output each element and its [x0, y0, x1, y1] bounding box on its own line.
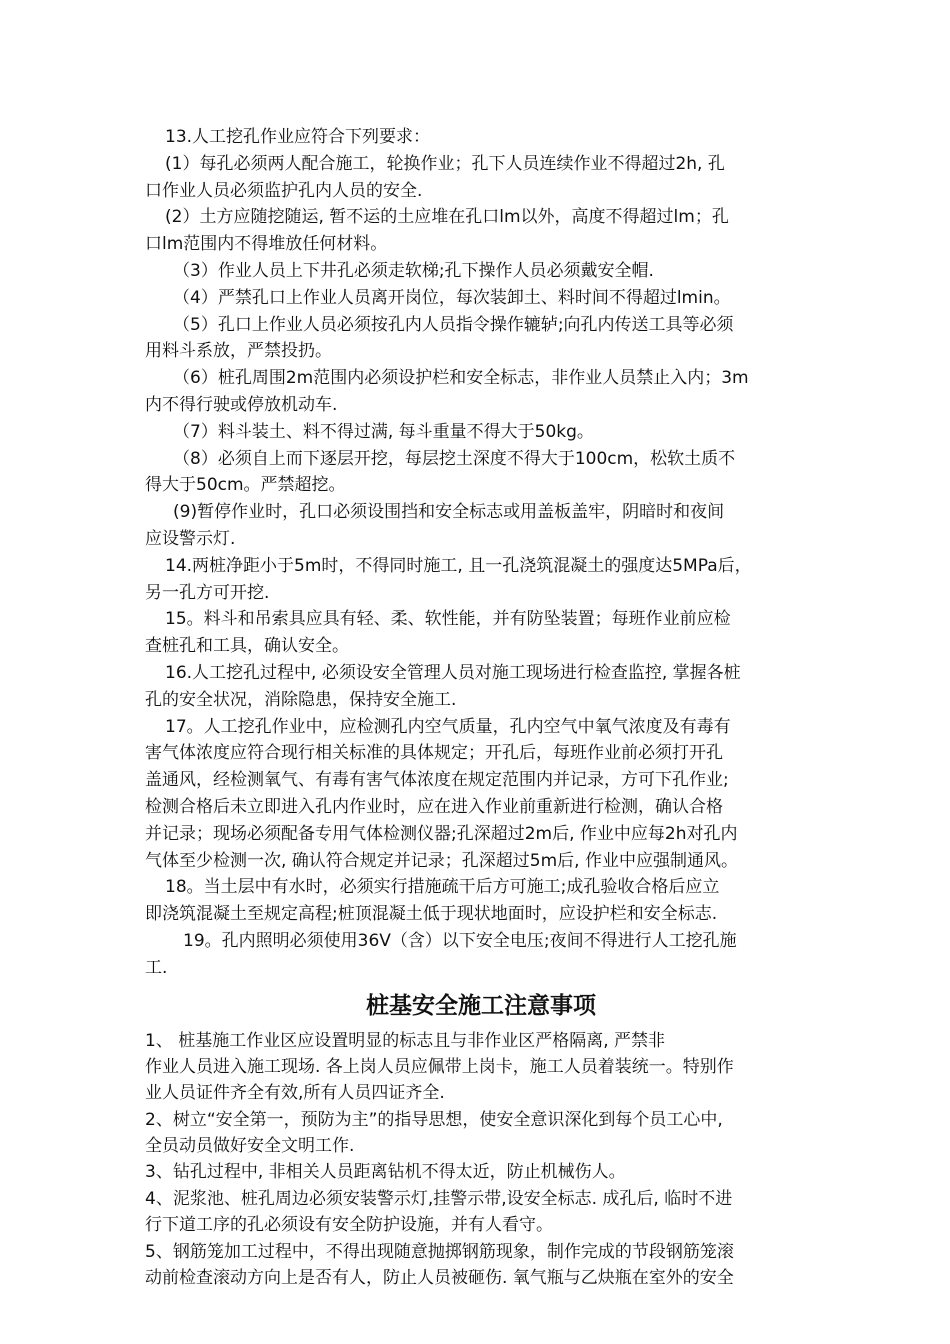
text-line: 用料斗系放，严禁投扔。	[145, 341, 332, 362]
text-line: （7）料斗装土、料不得过满, 每斗重量不得大于50kg。	[173, 421, 594, 442]
text-line: 工.	[145, 957, 168, 978]
text-line: 5、钢筋笼加工过程中，不得出现随意抛掷钢筋现象，制作完成的节段钢筋笼滚	[145, 1241, 734, 1262]
text-line: 内不得行驶或停放机动车.	[145, 394, 338, 415]
text-line: 1、 桩基施工作业区应设置明显的标志且与非作业区严格隔离, 严禁非	[145, 1030, 666, 1051]
text-line: 17。人工挖孔作业中，应检测孔内空气质量，孔内空气中氧气浓度及有毒有	[165, 716, 731, 737]
text-line: 18。当土层中有水时，必须实行措施疏干后方可施工;成孔验收合格后应立	[165, 877, 720, 898]
text-line: 口lm范围内不得堆放任何材料。	[145, 234, 388, 255]
text-line: 检测合格后未立即进入孔内作业时，应在进入作业前重新进行检测，确认合格	[145, 796, 723, 817]
text-line: 口作业人员必须监护孔内人员的安全.	[145, 180, 423, 201]
text-line: 13.人工挖孔作业应符合下列要求：	[165, 127, 431, 147]
text-line: 孔的安全状况，消除隐患，保持安全施工.	[145, 689, 457, 710]
text-line: 14.两桩净距小于5m时，不得同时施工, 且一孔浇筑混凝土的强度达5MPa后，	[165, 555, 752, 576]
text-line: 19。孔内照明必须使用36V（含）以下安全电压;夜间不得进行人工挖孔施	[183, 930, 737, 951]
text-line: 动前检查滚动方向上是否有人，防止人员被砸伤. 氧气瓶与乙炔瓶在室外的安全	[145, 1268, 734, 1289]
construction-requirements-section	[145, 124, 817, 982]
pile-safety-notes-section	[145, 1028, 817, 1292]
text-line: (2）土方应随挖随运, 暂不运的土应堆在孔口lm以外，高度不得超过lm；孔	[165, 207, 729, 228]
text-line: 并记录；现场必须配备专用气体检测仪器;孔深超过2m后, 作业中应每2h对孔内	[145, 823, 738, 844]
text-line: 查桩孔和工具，确认安全。	[145, 636, 349, 657]
text-line: 行下道工序的孔必须设有安全防护设施，并有人看守。	[145, 1215, 553, 1236]
text-line: （4）严禁孔口上作业人员离开岗位，每次装卸土、料时间不得超过lmin。	[173, 287, 731, 308]
text-line: (1）每孔必须两人配合施工，轮换作业；孔下人员连续作业不得超过2h, 孔	[165, 153, 725, 174]
text-line: 害气体浓度应符合现行相关标准的具体规定；开孔后，每班作业前必须打开孔	[145, 743, 723, 764]
text-line: （6）桩孔周围2m范围内必须设护栏和安全标志，非作业人员禁止入内；3m	[173, 368, 749, 389]
text-line: 得大于50cm。严禁超挖。	[145, 475, 346, 496]
text-line: 全员动员做好安全文明工作.	[145, 1136, 355, 1157]
text-line: 另一孔方可开挖.	[145, 582, 270, 603]
text-line: 应设警示灯.	[145, 528, 236, 549]
section-title: 桩基安全施工注意事项	[366, 992, 596, 1019]
text-line: 作业人员进入施工现场. 各上岗人员应佩带上岗卡，施工人员着装统一。特别作	[145, 1056, 734, 1077]
text-line: 15。料斗和吊索具应具有轻、柔、软性能，并有防坠装置；每班作业前应检	[165, 609, 731, 630]
document-content	[145, 124, 817, 1291]
text-line: 盖通风，经检测氧气、有毒有害气体浓度在规定范围内并记录，方可下孔作业;	[145, 770, 729, 791]
text-line: 气体至少检测一次, 确认符合规定并记录；孔深超过5m后, 作业中应强制通风。	[145, 850, 738, 871]
text-line: 4、泥浆池、桩孔周边必须安装警示灯,挂警示带,设安全标志. 成孔后, 临时不进	[145, 1188, 733, 1209]
text-line: （5）孔口上作业人员必须按孔内人员指令操作辘轳;向孔内传送工具等必须	[173, 314, 734, 335]
text-line: (9)暂停作业时，孔口必须设围挡和安全标志或用盖板盖牢，阴暗时和夜间	[173, 502, 725, 523]
text-line: 2、树立“安全第一，预防为主”的指导思想，使安全意识深化到每个员工心中,	[145, 1109, 723, 1130]
text-line: 业人员证件齐全有效,所有人员四证齐全.	[145, 1083, 445, 1104]
text-line: （8）必须自上而下逐层开挖，每层挖土深度不得大于100cm，松软土质不	[173, 448, 736, 469]
text-line: （3）作业人员上下井孔必须走软梯;孔下操作人员必须戴安全帽.	[173, 260, 654, 281]
text-line: 3、钻孔过程中, 非相关人员距离钻机不得太近，防止机械伤人。	[145, 1162, 626, 1183]
text-line: 即浇筑混凝土至规定高程;桩顶混凝土低于现状地面时，应设护栏和安全标志.	[145, 904, 718, 925]
text-line: 16.人工挖孔过程中, 必须设安全管理人员对施工现场进行检查监控, 掌握各桩	[165, 662, 741, 683]
